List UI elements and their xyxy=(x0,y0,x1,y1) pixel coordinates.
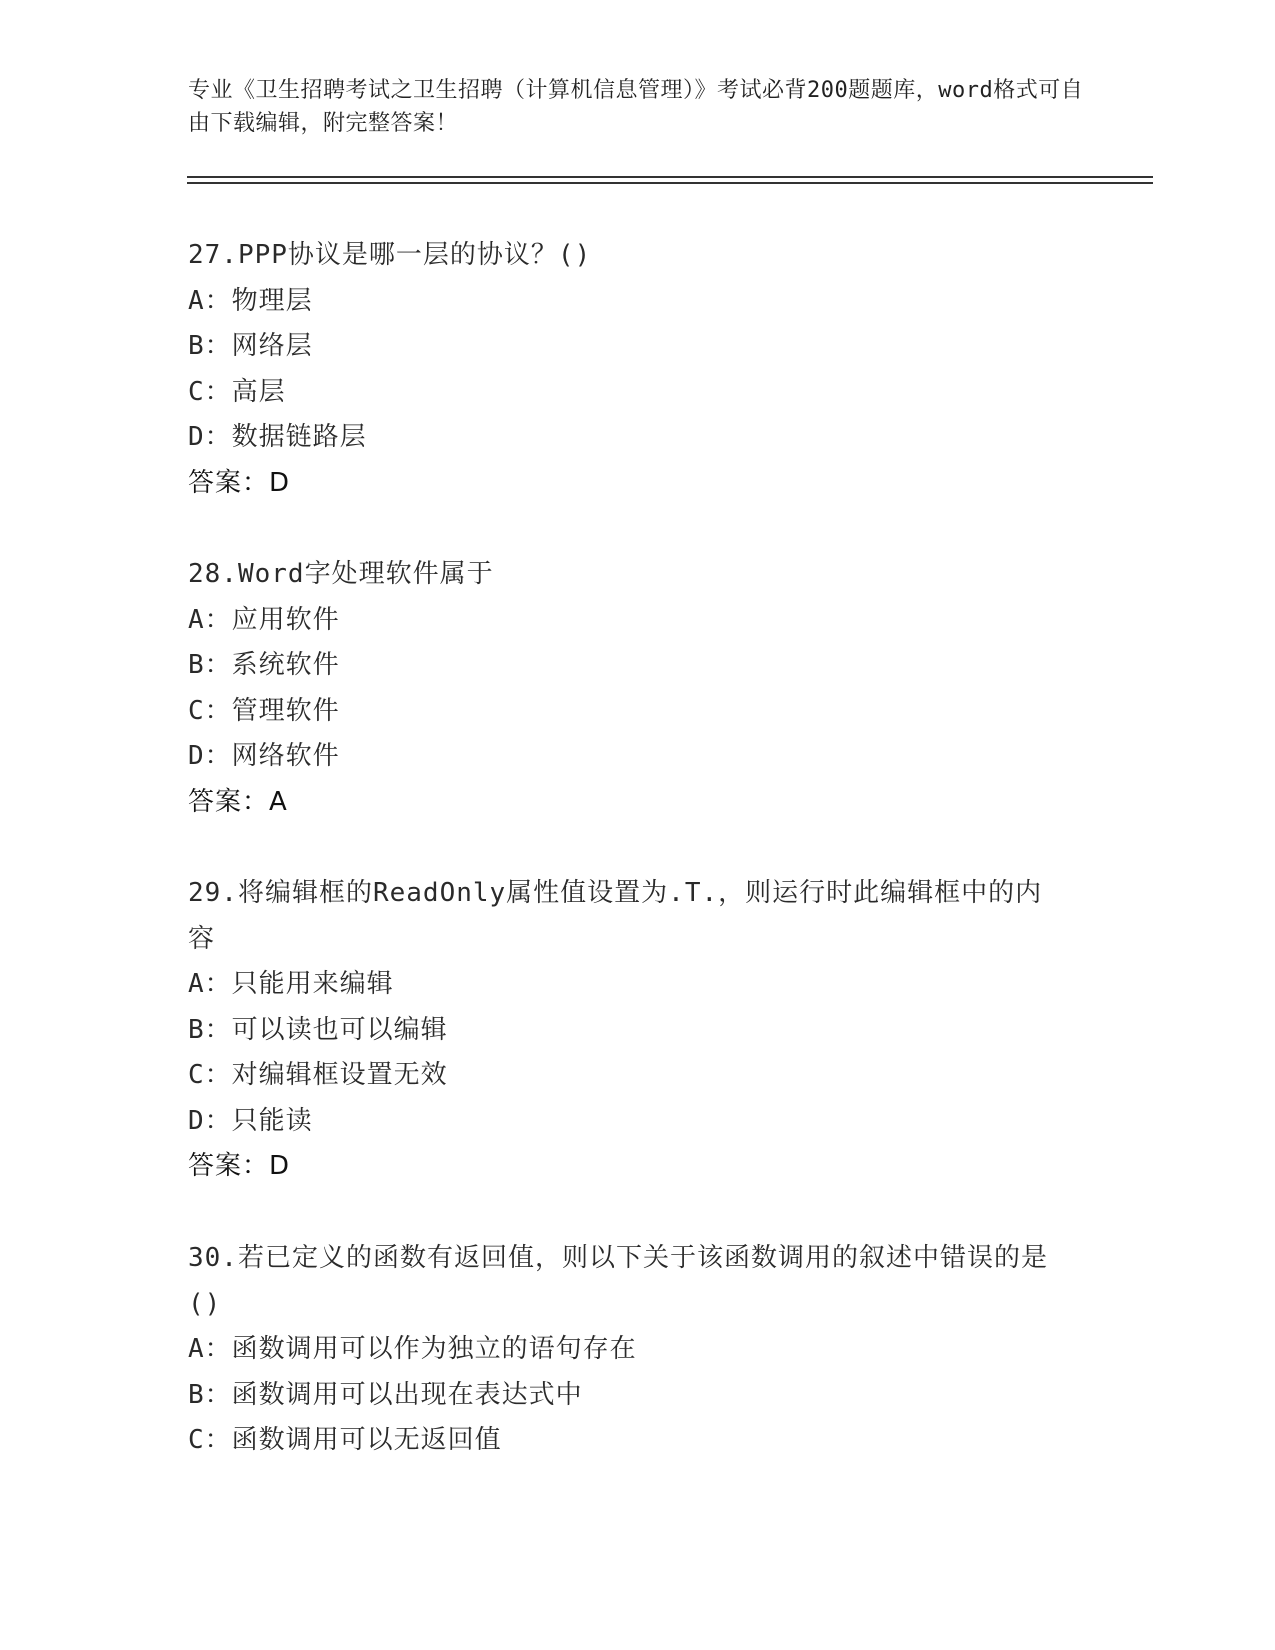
option-a: A：只能用来编辑 xyxy=(188,969,394,999)
option-a: A：物理层 xyxy=(188,285,313,316)
option-a: A：函数调用可以作为独立的语句存在 xyxy=(188,1334,637,1364)
option-b: B：函数调用可以出现在表达式中 xyxy=(188,1379,583,1410)
option-c: C：高层 xyxy=(188,376,286,407)
header-divider-top xyxy=(187,176,1153,178)
option-c: C：管理软件 xyxy=(188,695,340,726)
option-b: B：系统软件 xyxy=(188,650,340,680)
question-28 xyxy=(188,552,1088,825)
question-29 xyxy=(188,871,1088,1190)
option-d: D：数据链路层 xyxy=(188,422,367,452)
question-stem: 27.PPP协议是哪一层的协议？() xyxy=(188,240,592,270)
header-divider-bottom xyxy=(187,182,1153,184)
option-a: A：应用软件 xyxy=(188,604,340,635)
option-d: D：网络软件 xyxy=(188,741,340,771)
question-stem: 28.Word字处理软件属于 xyxy=(188,559,494,589)
option-c: C：对编辑框设置无效 xyxy=(188,1060,448,1090)
option-d: D：只能读 xyxy=(188,1105,313,1136)
option-b: B：网络层 xyxy=(188,331,313,361)
option-c: C：函数调用可以无返回值 xyxy=(188,1425,502,1455)
question-stem: 30.若已定义的函数有返回值，则以下关于该函数调用的叙述中错误的是() xyxy=(188,1243,1048,1319)
answer-text: 答案：D xyxy=(188,467,291,498)
answer-text: 答案：A xyxy=(188,786,288,817)
option-b: B：可以读也可以编辑 xyxy=(188,1014,448,1045)
question-30 xyxy=(188,1236,1088,1464)
question-27 xyxy=(188,233,1088,506)
document-header-text: 专业《卫生招聘考试之卫生招聘（计算机信息管理）》考试必背200题题库，word格式可自由下载编辑，附完整答案！ xyxy=(188,78,1084,136)
question-stem: 29.将编辑框的ReadOnly属性值设置为.T.，则运行时此编辑框中的内容 xyxy=(188,878,1043,954)
answer-text: 答案：D xyxy=(188,1151,291,1181)
